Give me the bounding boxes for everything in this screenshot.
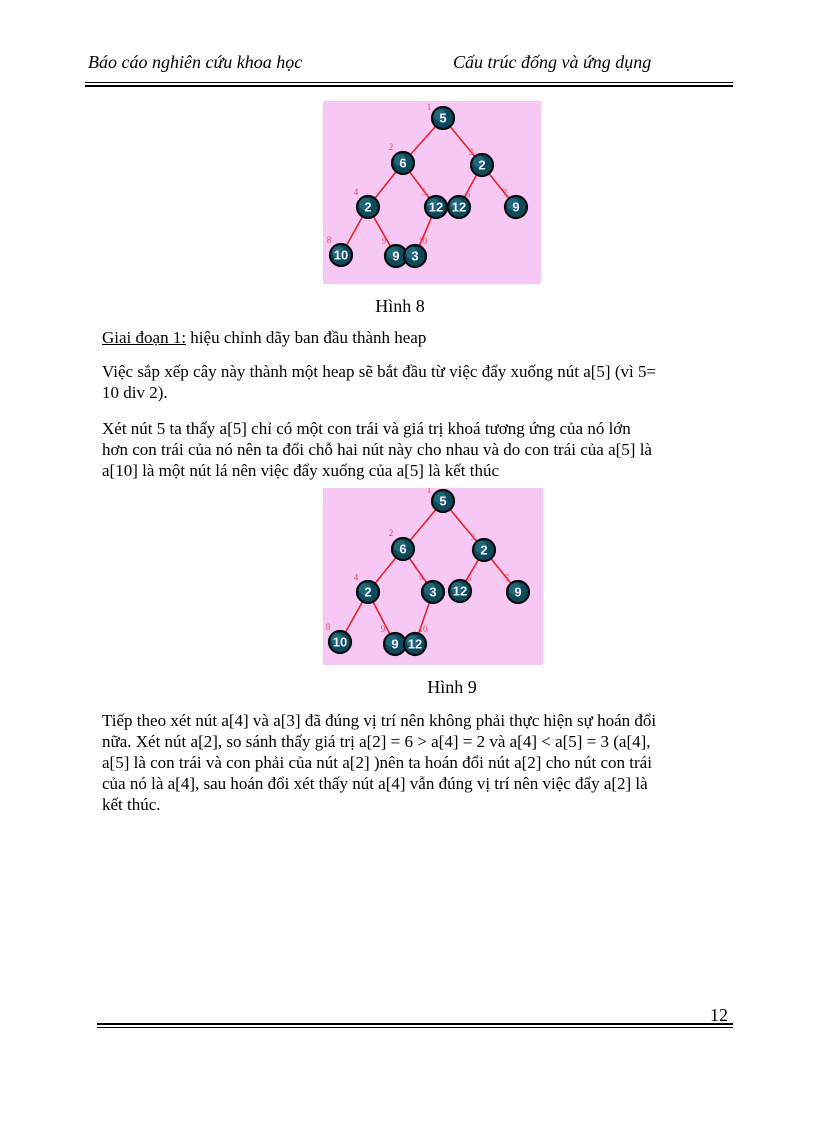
tree-node-value: 9 bbox=[514, 584, 522, 600]
paragraph-line: Tiếp theo xét nút a[4] và a[3] đã đúng vị trí nên không phải thực hiện sự hoán đổi bbox=[102, 711, 657, 730]
heap-tree-diagram bbox=[323, 488, 543, 665]
tree-node-value: 9 bbox=[391, 636, 399, 652]
tree-node-value: 10 bbox=[332, 634, 348, 650]
phase-heading bbox=[102, 327, 724, 348]
header-rule-bottom bbox=[85, 85, 733, 87]
footer-rule-bottom bbox=[97, 1027, 733, 1028]
figure-caption-8: Hình 8 bbox=[375, 296, 425, 316]
tree-node-value: 2 bbox=[480, 542, 488, 558]
tree-node-index: 3 bbox=[468, 147, 474, 157]
tree-node-value: 3 bbox=[429, 584, 437, 600]
tree-node-value: 12 bbox=[451, 199, 467, 215]
paragraph-1 bbox=[102, 361, 724, 403]
tree-node-index: 3 bbox=[470, 532, 476, 542]
footer-rule-top bbox=[97, 1023, 733, 1025]
tree-node-value: 2 bbox=[478, 157, 486, 173]
header-left-title: Báo cáo nghiên cứu khoa học bbox=[88, 52, 303, 72]
tree-node-index: 9 bbox=[380, 624, 386, 634]
tree-node-value: 10 bbox=[333, 247, 349, 263]
tree-node-index: 8 bbox=[326, 235, 332, 245]
tree-node-value: 6 bbox=[399, 541, 407, 557]
tree-node-index: 4 bbox=[353, 572, 359, 582]
tree-node-value: 3 bbox=[411, 248, 419, 264]
tree-node-index: 8 bbox=[325, 622, 331, 632]
paragraph-line: của nó là a[4], sau hoán đổi xét thấy nút a[4] vẫn đúng vị trí nên việc đẩy a[2] là bbox=[102, 774, 648, 793]
figure-caption-9: Hình 9 bbox=[427, 677, 477, 697]
tree-node-index: 7 bbox=[504, 573, 510, 583]
header-right-title: Cấu trúc đống và ứng dụng bbox=[453, 52, 652, 72]
tree-node-value: 12 bbox=[407, 636, 423, 652]
tree-node-index: 2 bbox=[388, 142, 394, 152]
paragraph-line: hơn con trái của nó nên ta đổi chỗ hai nút này cho nhau và do con trái của a[5] là bbox=[102, 440, 652, 459]
tree-node-value: 5 bbox=[439, 493, 447, 509]
figure-heap-tree-8 bbox=[323, 101, 541, 289]
tree-node-index: 2 bbox=[388, 528, 394, 538]
tree-node-value: 2 bbox=[364, 199, 372, 215]
tree-node-value: 9 bbox=[512, 199, 520, 215]
paragraph-line: a[10] là một nút lá nên việc đẩy xuống của a[5] là kết thúc bbox=[102, 461, 499, 480]
tree-node-value: 2 bbox=[364, 584, 372, 600]
paragraph-line: nữa. Xét nút a[2], so sánh thấy giá trị a[2] = 6 > a[4] = 2 và a[4] < a[5] = 3 (a[4], bbox=[102, 732, 651, 751]
paragraph-line: Xét nút 5 ta thấy a[5] chỉ có một con trái và giá trị khoá tương ứng của nó lớn bbox=[102, 419, 631, 438]
paragraph-3 bbox=[102, 710, 724, 815]
header-rule-top bbox=[85, 82, 733, 83]
tree-node-value: 12 bbox=[428, 199, 444, 215]
tree-node-index: 10 bbox=[418, 624, 428, 634]
tree-node-index: 6 bbox=[465, 189, 471, 199]
paragraph-line: a[5] là con trái và con phải của nút a[2] )nên ta hoán đổi nút a[2] cho nút con trái bbox=[102, 753, 652, 772]
tree-node-value: 12 bbox=[452, 583, 468, 599]
phase-text: hiệu chỉnh dãy ban đầu thành heap bbox=[186, 328, 427, 347]
heap-tree-diagram bbox=[323, 101, 541, 284]
paragraph-line: kết thúc. bbox=[102, 795, 161, 814]
tree-node-value: 9 bbox=[392, 248, 400, 264]
tree-node-index: 4 bbox=[353, 187, 359, 197]
tree-node-value: 6 bbox=[399, 155, 407, 171]
figure-heap-tree-9 bbox=[323, 488, 543, 670]
phase-label: Giai đoạn 1: bbox=[102, 328, 187, 347]
tree-node-index: 1 bbox=[426, 488, 432, 495]
paragraph-2 bbox=[102, 418, 724, 481]
tree-node-index: 6 bbox=[466, 573, 472, 583]
tree-node-index: 7 bbox=[502, 188, 508, 198]
tree-node-index: 5 bbox=[418, 572, 424, 582]
tree-node-value: 5 bbox=[439, 110, 447, 126]
tree-node-index: 10 bbox=[418, 236, 428, 246]
tree-node-index: 9 bbox=[381, 236, 387, 246]
paragraph-line: Việc sắp xếp cây này thành một heap sẽ bắt đầu từ việc đẩy xuống nút a[5] (vì 5= bbox=[102, 362, 657, 381]
tree-node-index: 5 bbox=[421, 187, 427, 197]
tree-node-index: 1 bbox=[426, 102, 432, 112]
page-number: 12 bbox=[710, 1005, 728, 1025]
paragraph-line: 10 div 2). bbox=[102, 383, 168, 402]
